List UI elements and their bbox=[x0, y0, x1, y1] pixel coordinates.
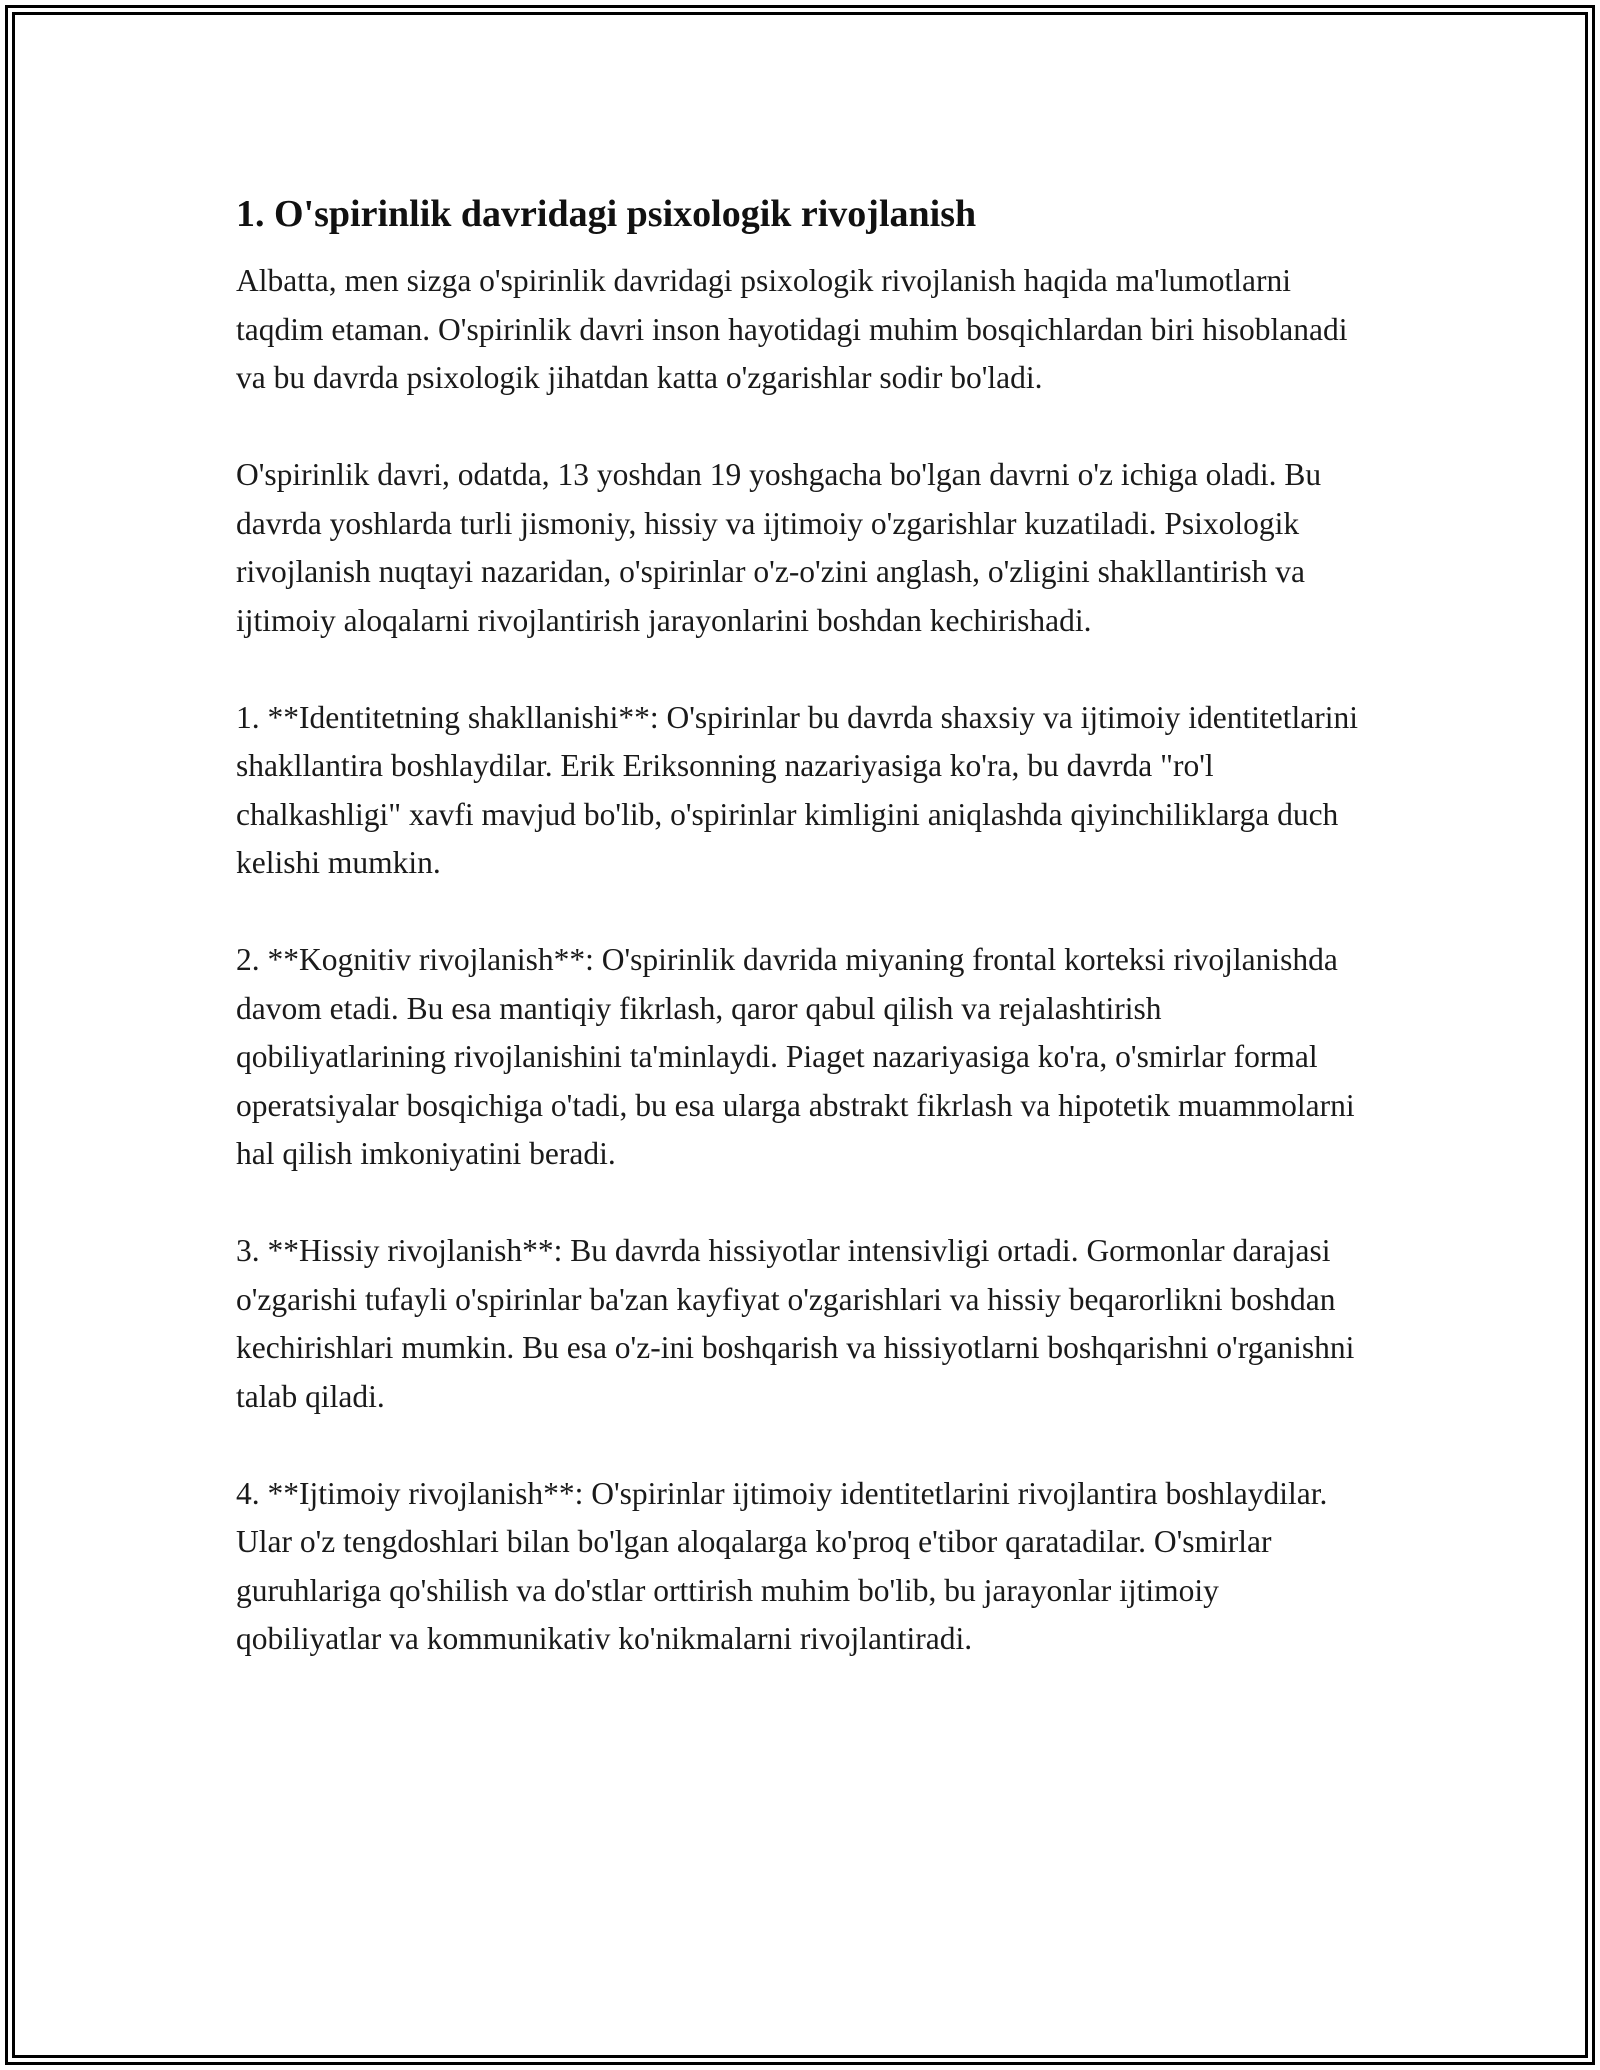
paragraph-age-range: O'spirinlik davri, odatda, 13 yoshdan 19 yoshgacha bo'lgan davrni o'z ichiga oladi. Bu davrda yoshlarda turli jismoniy, hissiy va ijtimoiy o'zgarishlar kuzatiladi. Psixologik rivojlanish nuqtayi nazaridan, o'spirinlar o'z-o'zini anglash, o'zligini shakllantirish va ijtimoiy aloqalarni rivojlantirish jarayonlarini boshdan kechirishadi. bbox=[236, 457, 1322, 638]
paragraph-cognitive: 2. **Kognitiv rivojlanish**: O'spirinlik davrida miyaning frontal korteksi rivojlanishda davom etadi. Bu esa mantiqiy fikrlash, qaror qabul qilish va rejalashtirish qobiliyatlarining rivojlanishini ta'minlaydi. Piaget nazariyasiga ko'ra, o'smirlar formal operatsiyalar bosqichiga o'tadi, bu esa ularga abstrakt fikrlash va hipotetik muammolarni hal qilish imkoniyatini beradi. bbox=[236, 942, 1355, 1171]
paragraph-emotional: 3. **Hissiy rivojlanish**: Bu davrda hissiyotlar intensivligi ortadi. Gormonlar darajasi o'zgarishi tufayli o'spirinlar ba'zan kayfiyat o'zgarishlari va hissiy beqarorlikni boshdan kechirishlari mumkin. Bu esa o'z-ini boshqarish va hissiyotlarni boshqarishni o'rganishni talab qiladi. bbox=[236, 1233, 1355, 1414]
document-title: 1. O'spirinlik davridagi psixologik rivojlanish bbox=[236, 193, 977, 235]
paragraph-intro: Albatta, men sizga o'spirinlik davridagi psixologik rivojlanish haqida ma'lumotlarni taqdim etaman. O'spirinlik davri inson hayotidagi muhim bosqichlardan biri hisoblanadi va bu davrda psixologik jihatdan katta o'zgarishlar sodir bo'ladi. bbox=[236, 263, 1348, 395]
paragraph-identity: 1. **Identitetning shakllanishi**: O'spirinlar bu davrda shaxsiy va ijtimoiy identitetlarini shakllantira boshlaydilar. Erik Eriksonning nazariyasiga ko'ra, bu davrda "ro'l chalkashligi" xavfi mavjud bo'lib, o'spirinlar kimligini aniqlashda qiyinchiliklarga duch kelishi mumkin. bbox=[236, 699, 1358, 880]
document-body bbox=[236, 185, 1366, 1664]
paragraph-social: 4. **Ijtimoiy rivojlanish**: O'spirinlar ijtimoiy identitetlarini rivojlantira boshlaydilar. Ular o'z tengdoshlari bilan bo'lgan aloqalarga ko'proq e'tibor qaratadilar. O'smirlar guruhlariga qo'shilish va do'stlar orttirish muhim bo'lib, bu jarayonlar ijtimoiy qobiliyatlar va kommunikativ ko'nikmalarni rivojlantiradi. bbox=[236, 1475, 1328, 1656]
